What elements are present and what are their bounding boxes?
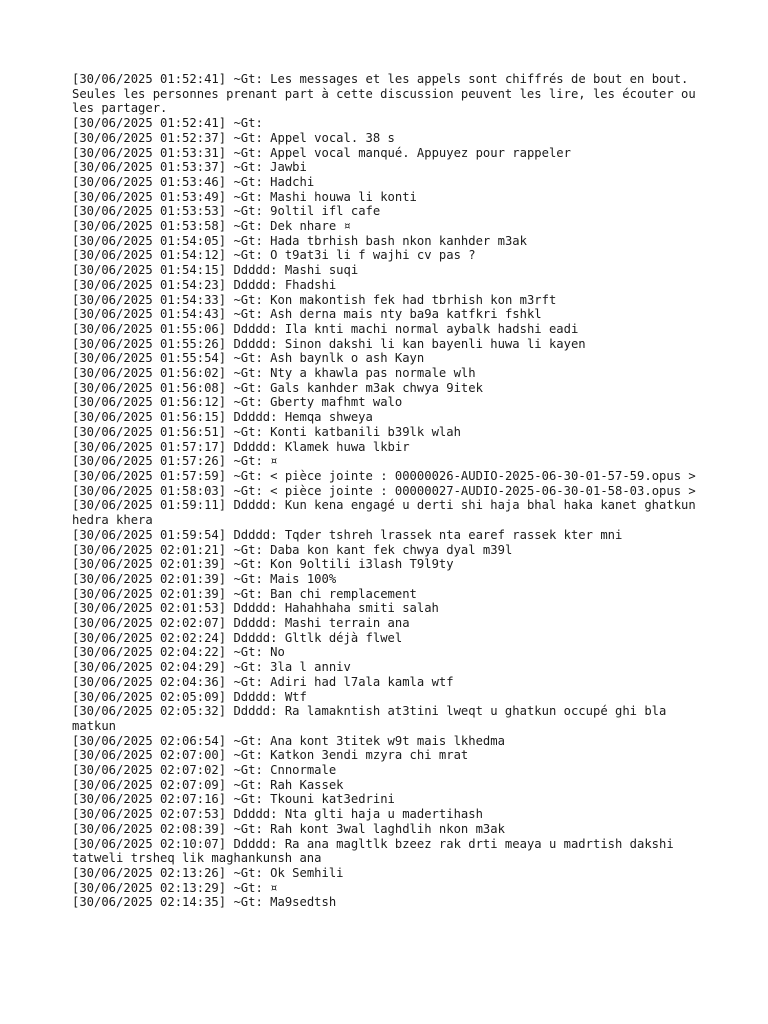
message-timestamp: [30/06/2025 02:13:26] xyxy=(72,865,227,880)
message-line: [30/06/2025 01:57:59] ~Gt: < pièce jointe : 00000026-AUDIO-2025-06-30-01-57-59.opus > xyxy=(72,468,696,483)
message-line: [30/06/2025 01:56:12] ~Gt: Gberty mafhmt walo xyxy=(72,395,403,410)
message-timestamp: [30/06/2025 01:54:43] xyxy=(72,307,227,322)
message-line: [30/06/2025 02:13:26] ~Gt: Ok Semhili xyxy=(72,865,344,880)
message-line: [30/06/2025 01:52:41] ~Gt: xyxy=(72,116,271,131)
message-text: Rah Kassek xyxy=(270,777,344,792)
message-text: Daba kon kant fek chwya dyal m39l xyxy=(270,542,513,557)
message-line: [30/06/2025 01:54:12] ~Gt: O t9at3i li f wajhi cv pas ? xyxy=(72,248,476,263)
message-sender: Ddddd xyxy=(233,704,271,719)
message-text: Klamek huwa lkbir xyxy=(284,439,410,454)
message-timestamp: [30/06/2025 02:02:24] xyxy=(72,630,227,645)
message-text: Hada tbrhish bash nkon kanhder m3ak xyxy=(270,233,527,248)
message-timestamp: [30/06/2025 01:54:23] xyxy=(72,277,227,292)
message-timestamp: [30/06/2025 01:53:49] xyxy=(72,189,227,204)
message-timestamp: [30/06/2025 02:01:39] xyxy=(72,571,227,586)
message-sender: ~Gt xyxy=(233,292,256,307)
message-sender: ~Gt xyxy=(233,219,256,234)
message-line: [30/06/2025 02:14:35] ~Gt: Ma9sedtsh xyxy=(72,895,337,910)
message-timestamp: [30/06/2025 01:54:12] xyxy=(72,248,227,263)
message-sender: ~Gt xyxy=(233,645,256,660)
message-text: Hadchi xyxy=(270,174,315,189)
message-sender: ~Gt xyxy=(233,586,256,601)
message-text: Appel vocal. 38 s xyxy=(270,130,395,145)
message-line: [30/06/2025 02:07:16] ~Gt: Tkouni kat3edrini xyxy=(72,792,395,807)
message-sender: Ddddd xyxy=(233,807,271,822)
message-timestamp: [30/06/2025 01:57:26] xyxy=(72,454,227,469)
message-text: Katkon 3endi mzyra chi mrat xyxy=(270,748,469,763)
message-timestamp: [30/06/2025 02:01:21] xyxy=(72,542,227,557)
message-timestamp: [30/06/2025 01:53:31] xyxy=(72,145,227,160)
message-line: [30/06/2025 01:53:49] ~Gt: Mashi houwa li konti xyxy=(72,189,417,204)
message-timestamp: [30/06/2025 01:53:53] xyxy=(72,204,227,219)
message-line: [30/06/2025 01:54:33] ~Gt: Kon makontish fek had tbrhish kon m3rft xyxy=(72,292,557,307)
message-line: [30/06/2025 01:52:37] ~Gt: Appel vocal. 38 s xyxy=(72,130,395,145)
message-line: [30/06/2025 01:54:23] Ddddd: Fhadshi xyxy=(72,277,337,292)
message-text: Ila knti machi normal aybalk hadshi eadi xyxy=(284,321,579,336)
message-line: [30/06/2025 01:53:46] ~Gt: Hadchi xyxy=(72,174,315,189)
message-sender: ~Gt xyxy=(233,424,256,439)
message-sender: ~Gt xyxy=(233,674,256,689)
message-text: Wtf xyxy=(284,689,307,704)
message-text: Ma9sedtsh xyxy=(270,895,337,910)
message-timestamp: [30/06/2025 01:52:37] xyxy=(72,130,227,145)
message-timestamp: [30/06/2025 02:02:07] xyxy=(72,616,227,631)
message-text: Kon 9oltili i3lash T9l9ty xyxy=(270,557,454,572)
message-text: Hemqa shweya xyxy=(284,410,373,425)
message-line: [30/06/2025 02:07:53] Ddddd: Nta glti haja u madertihash xyxy=(72,807,483,822)
message-sender: ~Gt xyxy=(233,557,256,572)
message-timestamp: [30/06/2025 02:14:35] xyxy=(72,895,227,910)
message-text: Mashi terrain ana xyxy=(284,616,410,631)
message-text: Fhadshi xyxy=(284,277,337,292)
message-sender: ~Gt xyxy=(233,307,256,322)
message-line: [30/06/2025 02:01:39] ~Gt: Kon 9oltili i3lash T9l9ty xyxy=(72,557,454,572)
message-text: Sinon dakshi li kan bayenli huwa li kayen xyxy=(284,336,586,351)
message-sender: ~Gt xyxy=(233,454,256,469)
message-text: Cnnormale xyxy=(270,763,337,778)
message-timestamp: [30/06/2025 01:56:08] xyxy=(72,380,227,395)
message-text: Gberty mafhmt walo xyxy=(270,395,403,410)
message-sender: ~Gt xyxy=(233,542,256,557)
message-timestamp: [30/06/2025 01:53:46] xyxy=(72,174,227,189)
message-line: [30/06/2025 01:53:53] ~Gt: 9oltil ifl cafe xyxy=(72,204,381,219)
message-text: Rah kont 3wal laghdlih nkon m3ak xyxy=(270,821,505,836)
message-sender: ~Gt xyxy=(233,145,256,160)
message-text: Mashi houwa li konti xyxy=(270,189,417,204)
message-line: [30/06/2025 02:07:09] ~Gt: Rah Kassek xyxy=(72,777,344,792)
message-timestamp: [30/06/2025 02:07:02] xyxy=(72,763,227,778)
message-timestamp: [30/06/2025 01:53:37] xyxy=(72,160,227,175)
message-text: Ash baynlk o ash Kayn xyxy=(270,351,425,366)
message-line: [30/06/2025 01:53:37] ~Gt: Jawbi xyxy=(72,160,307,175)
message-timestamp: [30/06/2025 01:54:33] xyxy=(72,292,227,307)
chat-transcript xyxy=(72,72,702,910)
message-text: Hahahhaha smiti salah xyxy=(284,601,439,616)
message-line: [30/06/2025 01:57:26] ~Gt: ¤ xyxy=(72,454,278,469)
message-sender: ~Gt xyxy=(233,792,256,807)
message-text: Appel vocal manqué. Appuyez pour rappeler xyxy=(270,145,571,160)
message-timestamp: [30/06/2025 01:53:58] xyxy=(72,219,227,234)
message-sender: ~Gt xyxy=(233,204,256,219)
message-timestamp: [30/06/2025 02:01:53] xyxy=(72,601,227,616)
message-timestamp: [30/06/2025 02:07:09] xyxy=(72,777,227,792)
message-sender: ~Gt xyxy=(233,821,256,836)
message-sender: ~Gt xyxy=(233,248,256,263)
message-text: O t9at3i li f wajhi cv pas ? xyxy=(270,248,476,263)
message-text: 9oltil ifl cafe xyxy=(270,204,381,219)
message-sender: ~Gt xyxy=(233,748,256,763)
message-sender: Ddddd xyxy=(233,336,271,351)
message-timestamp: [30/06/2025 01:54:15] xyxy=(72,263,227,278)
message-timestamp: [30/06/2025 02:05:09] xyxy=(72,689,227,704)
message-text: < pièce jointe : 00000026-AUDIO-2025-06-30-01-57-59.opus > xyxy=(270,468,696,483)
message-sender: Ddddd xyxy=(233,410,271,425)
message-sender: ~Gt xyxy=(233,468,256,483)
message-line: [30/06/2025 01:56:15] Ddddd: Hemqa shweya xyxy=(72,410,373,425)
message-timestamp: [30/06/2025 02:07:00] xyxy=(72,748,227,763)
message-sender: ~Gt xyxy=(233,366,256,381)
message-sender: Ddddd xyxy=(233,836,271,851)
message-line: [30/06/2025 02:07:00] ~Gt: Katkon 3endi mzyra chi mrat xyxy=(72,748,469,763)
message-text: < pièce jointe : 00000027-AUDIO-2025-06-30-01-58-03.opus > xyxy=(270,483,696,498)
message-timestamp: [30/06/2025 01:54:05] xyxy=(72,233,227,248)
message-timestamp: [30/06/2025 01:56:02] xyxy=(72,366,227,381)
message-text: 3la l anniv xyxy=(270,660,351,675)
message-sender: ~Gt xyxy=(233,174,256,189)
message-sender: ~Gt xyxy=(233,233,256,248)
message-line: [30/06/2025 02:05:09] Ddddd: Wtf xyxy=(72,689,307,704)
message-timestamp: [30/06/2025 01:59:54] xyxy=(72,527,227,542)
message-sender: ~Gt xyxy=(233,895,256,910)
message-line: [30/06/2025 01:57:17] Ddddd: Klamek huwa lkbir xyxy=(72,439,410,454)
message-sender: ~Gt xyxy=(233,380,256,395)
message-sender: ~Gt xyxy=(233,483,256,498)
message-text: Mais 100% xyxy=(270,571,337,586)
message-line: [30/06/2025 01:58:03] ~Gt: < pièce jointe : 00000027-AUDIO-2025-06-30-01-58-03.opus > xyxy=(72,483,696,498)
message-sender: ~Gt xyxy=(233,130,256,145)
message-timestamp: [30/06/2025 02:04:22] xyxy=(72,645,227,660)
message-timestamp: [30/06/2025 02:04:36] xyxy=(72,674,227,689)
message-line: [30/06/2025 01:52:41] ~Gt: Les messages et les appels sont chiffrés de bout en bout. Seules les personnes prenant part à cette discussion peuvent les lire, les écouter ou les partager. xyxy=(72,72,704,116)
message-sender: Ddddd xyxy=(233,498,271,513)
message-text: Nty a khawla pas normale wlh xyxy=(270,366,476,381)
message-line: [30/06/2025 02:02:24] Ddddd: Gltlk déjà flwel xyxy=(72,630,403,645)
message-timestamp: [30/06/2025 01:56:15] xyxy=(72,410,227,425)
message-line: [30/06/2025 01:53:31] ~Gt: Appel vocal manqué. Appuyez pour rappeler xyxy=(72,145,571,160)
message-text: Ok Semhili xyxy=(270,865,344,880)
message-line: [30/06/2025 01:55:54] ~Gt: Ash baynlk o ash Kayn xyxy=(72,351,425,366)
message-sender: ~Gt xyxy=(233,571,256,586)
message-text: Konti katbanili b39lk wlah xyxy=(270,424,461,439)
message-text: Ra ana magltlk bzeez rak drti meaya u madrtish dakshi tatweli trsheq lik maghankunsh ana xyxy=(72,836,682,866)
message-timestamp: [30/06/2025 02:01:39] xyxy=(72,557,227,572)
message-sender: ~Gt xyxy=(233,160,256,175)
message-line: [30/06/2025 02:08:39] ~Gt: Rah kont 3wal laghdlih nkon m3ak xyxy=(72,821,505,836)
message-line: [30/06/2025 01:59:54] Ddddd: Tqder tshreh lrassek nta earef rassek kter mni xyxy=(72,527,623,542)
message-sender: ~Gt xyxy=(233,189,256,204)
message-line: [30/06/2025 02:05:32] Ddddd: Ra lamakntish at3tini lweqt u ghatkun occupé ghi bla matkun xyxy=(72,704,674,733)
message-line: [30/06/2025 02:06:54] ~Gt: Ana kont 3titek w9t mais lkhedma xyxy=(72,733,505,748)
message-sender: Ddddd xyxy=(233,527,271,542)
message-timestamp: [30/06/2025 01:55:54] xyxy=(72,351,227,366)
message-sender: Ddddd xyxy=(233,263,271,278)
message-line: [30/06/2025 02:13:29] ~Gt: ¤ xyxy=(72,880,278,895)
message-timestamp: [30/06/2025 02:05:32] xyxy=(72,704,227,719)
message-sender: Ddddd xyxy=(233,601,271,616)
message-timestamp: [30/06/2025 02:13:29] xyxy=(72,880,227,895)
message-line: [30/06/2025 01:56:08] ~Gt: Gals kanhder m3ak chwya 9itek xyxy=(72,380,483,395)
message-text: Mashi suqi xyxy=(284,263,359,278)
message-text: ¤ xyxy=(270,454,278,469)
message-text: Dek nhare ¤ xyxy=(270,219,351,234)
message-sender: ~Gt xyxy=(233,777,256,792)
message-line: [30/06/2025 02:02:07] Ddddd: Mashi terrain ana xyxy=(72,616,410,631)
message-timestamp: [30/06/2025 01:58:03] xyxy=(72,483,227,498)
message-timestamp: [30/06/2025 02:10:07] xyxy=(72,836,227,851)
message-text: Ra lamakntish at3tini lweqt u ghatkun occupé ghi bla matkun xyxy=(72,704,674,733)
message-sender: ~Gt xyxy=(233,116,256,131)
message-sender: Ddddd xyxy=(233,277,271,292)
message-line: [30/06/2025 01:54:15] Ddddd: Mashi suqi xyxy=(72,263,359,278)
message-text: Ban chi remplacement xyxy=(270,586,417,601)
message-sender: Ddddd xyxy=(233,439,271,454)
message-line: [30/06/2025 01:56:51] ~Gt: Konti katbanili b39lk wlah xyxy=(72,424,461,439)
message-timestamp: [30/06/2025 02:07:16] xyxy=(72,792,227,807)
message-line: [30/06/2025 02:01:21] ~Gt: Daba kon kant fek chwya dyal m39l xyxy=(72,542,513,557)
message-line: [30/06/2025 02:04:36] ~Gt: Adiri had l7ala kamla wtf xyxy=(72,674,454,689)
message-timestamp: [30/06/2025 01:56:51] xyxy=(72,424,227,439)
message-timestamp: [30/06/2025 01:56:12] xyxy=(72,395,227,410)
message-line: [30/06/2025 02:01:53] Ddddd: Hahahhaha smiti salah xyxy=(72,601,439,616)
message-timestamp: [30/06/2025 01:55:06] xyxy=(72,321,227,336)
message-sender: ~Gt xyxy=(233,733,256,748)
message-text: Kun kena engagé u derti shi haja bhal haka kanet ghatkun hedra khera xyxy=(72,498,704,528)
message-line: [30/06/2025 01:59:11] Ddddd: Kun kena engagé u derti shi haja bhal haka kanet ghatkun hedra khera xyxy=(72,498,704,528)
message-sender: ~Gt xyxy=(233,763,256,778)
message-line: [30/06/2025 01:54:05] ~Gt: Hada tbrhish bash nkon kanhder m3ak xyxy=(72,233,527,248)
message-sender: Ddddd xyxy=(233,630,271,645)
message-sender: ~Gt xyxy=(233,395,256,410)
message-line: [30/06/2025 02:01:39] ~Gt: Mais 100% xyxy=(72,571,337,586)
message-timestamp: [30/06/2025 01:57:59] xyxy=(72,468,227,483)
message-text: Gltlk déjà flwel xyxy=(284,630,403,645)
message-sender: Ddddd xyxy=(233,616,271,631)
message-sender: ~Gt xyxy=(233,351,256,366)
message-text: Jawbi xyxy=(270,160,307,175)
message-timestamp: [30/06/2025 01:55:26] xyxy=(72,336,227,351)
message-text: Kon makontish fek had tbrhish kon m3rft xyxy=(270,292,557,307)
message-line: [30/06/2025 01:56:02] ~Gt: Nty a khawla pas normale wlh xyxy=(72,366,476,381)
message-timestamp: [30/06/2025 02:01:39] xyxy=(72,586,227,601)
message-timestamp: [30/06/2025 02:06:54] xyxy=(72,733,227,748)
message-sender: ~Gt xyxy=(233,865,256,880)
message-timestamp: [30/06/2025 01:52:41] xyxy=(72,72,227,86)
message-timestamp: [30/06/2025 02:07:53] xyxy=(72,807,227,822)
message-text: ¤ xyxy=(270,880,278,895)
message-timestamp: [30/06/2025 01:57:17] xyxy=(72,439,227,454)
message-timestamp: [30/06/2025 02:04:29] xyxy=(72,660,227,675)
message-text: Ana kont 3titek w9t mais lkhedma xyxy=(270,733,505,748)
message-text: Tkouni kat3edrini xyxy=(270,792,395,807)
message-line: [30/06/2025 01:54:43] ~Gt: Ash derna mais nty ba9a katfkri fshkl xyxy=(72,307,542,322)
message-line: [30/06/2025 01:55:06] Ddddd: Ila knti machi normal aybalk hadshi eadi xyxy=(72,321,579,336)
message-line: [30/06/2025 02:01:39] ~Gt: Ban chi remplacement xyxy=(72,586,417,601)
message-line: [30/06/2025 02:04:29] ~Gt: 3la l anniv xyxy=(72,660,351,675)
message-timestamp: [30/06/2025 01:59:11] xyxy=(72,498,227,513)
message-text: Gals kanhder m3ak chwya 9itek xyxy=(270,380,483,395)
message-text: No xyxy=(270,645,285,660)
message-line: [30/06/2025 01:53:58] ~Gt: Dek nhare ¤ xyxy=(72,219,351,234)
message-text: Ash derna mais nty ba9a katfkri fshkl xyxy=(270,307,542,322)
message-line: [30/06/2025 02:04:22] ~Gt: No xyxy=(72,645,285,660)
message-sender: ~Gt xyxy=(233,880,256,895)
message-sender: Ddddd xyxy=(233,321,271,336)
message-timestamp: [30/06/2025 02:08:39] xyxy=(72,821,227,836)
message-line: [30/06/2025 02:10:07] Ddddd: Ra ana magltlk bzeez rak drti meaya u madrtish dakshi tatweli trsheq lik maghankunsh ana xyxy=(72,836,682,866)
message-text: Les messages et les appels sont chiffrés de bout en bout. Seules les personnes prenant part à cette discussion peuvent les lire, les écouter ou les partager. xyxy=(72,72,704,116)
message-text: Nta glti haja u madertihash xyxy=(284,807,483,822)
message-sender: ~Gt xyxy=(233,72,256,86)
message-line: [30/06/2025 02:07:02] ~Gt: Cnnormale xyxy=(72,763,337,778)
message-sender: ~Gt xyxy=(233,660,256,675)
message-line: [30/06/2025 01:55:26] Ddddd: Sinon dakshi li kan bayenli huwa li kayen xyxy=(72,336,586,351)
message-timestamp: [30/06/2025 01:52:41] xyxy=(72,116,227,131)
message-sender: Ddddd xyxy=(233,689,271,704)
message-text: Tqder tshreh lrassek nta earef rassek kter mni xyxy=(284,527,623,542)
message-text: Adiri had l7ala kamla wtf xyxy=(270,674,454,689)
